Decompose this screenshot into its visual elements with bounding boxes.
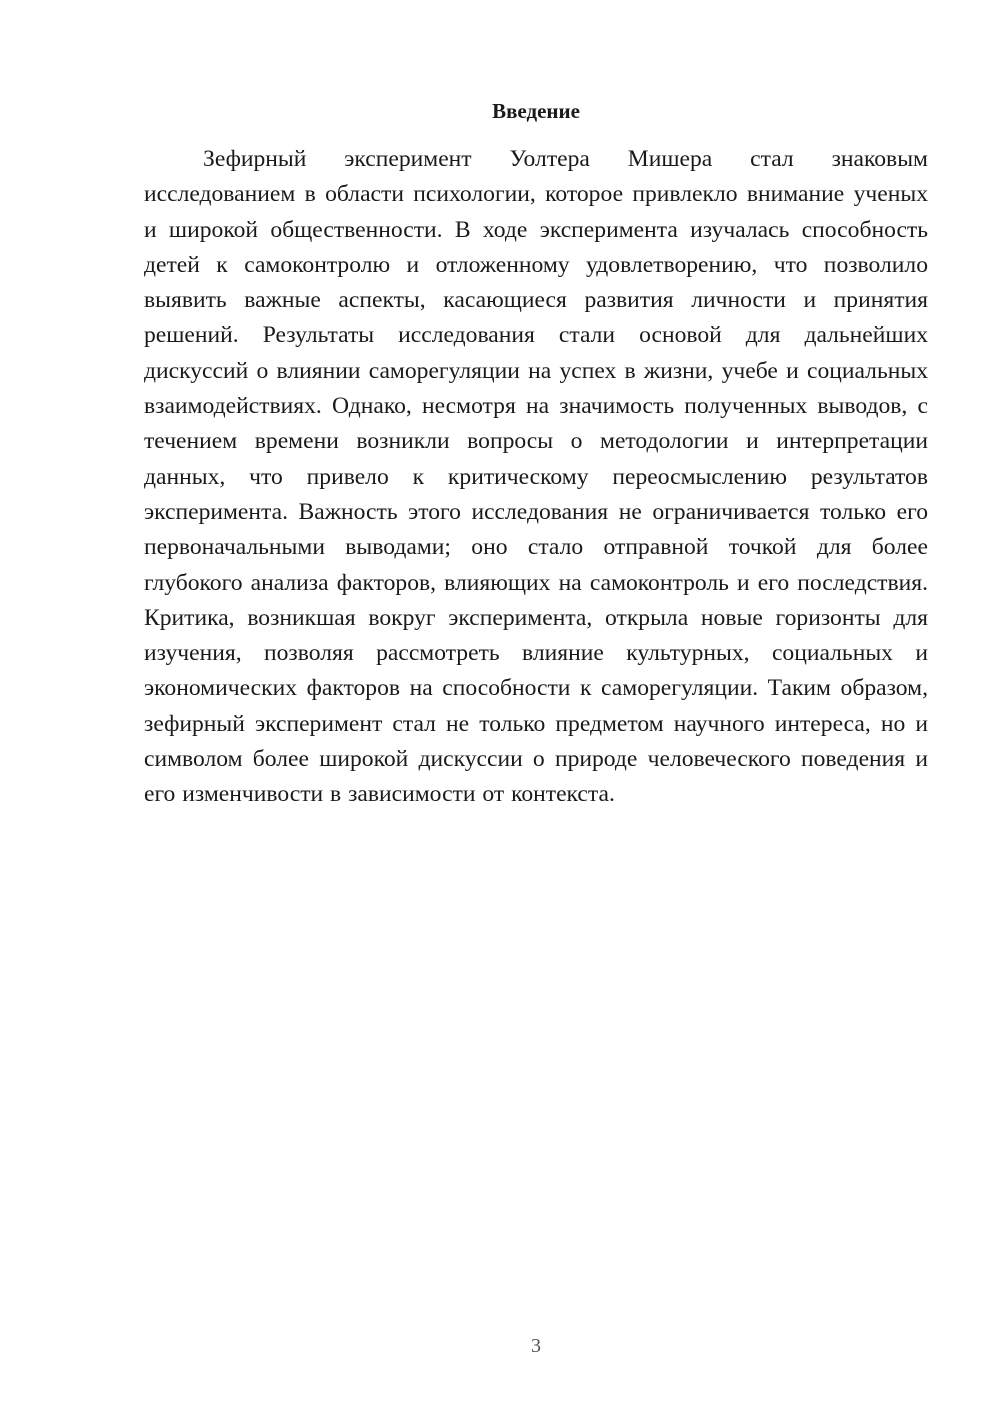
section-heading: Введение [492, 99, 580, 123]
body-paragraph: Зефирный эксперимент Уолтера Мишера стал знаковым исследованием в области психологии, которое привлекло внимание ученых и широкой общественности. В ходе эксперимента изучалась способность детей к самоконтролю и отложенному удовлетворению, что позволило выявить важные аспекты, касающиеся развития личности и принятия решений. Результаты исследования стали основой для дальнейших дискуссий о влиянии саморегуляции на успех в жизни, учебе и социальных взаимодействиях. Однако, несмотря на значимость полученных выводов, с течением времени возникли вопросы о методологии и интерпретации данных, что привело к критическому переосмыслению результатов эксперимента. Важность этого исследования не ограничивается только его первоначальными выводами; оно стало отправной точкой для более глубокого анализа факторов, влияющих на самоконтроль и его последствия. Критика, возникшая вокруг эксперимента, открыла новые горизонты для изучения, позволяя рассмотреть влияние культурных, социальных и экономических факторов на способности к саморегуляции. Таким образом, зефирный эксперимент стал не только предметом научного интереса, но и символом более широкой дискуссии о природе человеческого поведения и его изменчивости в зависимости от контекста. [144, 146, 928, 808]
page-number: 3 [531, 1335, 541, 1357]
